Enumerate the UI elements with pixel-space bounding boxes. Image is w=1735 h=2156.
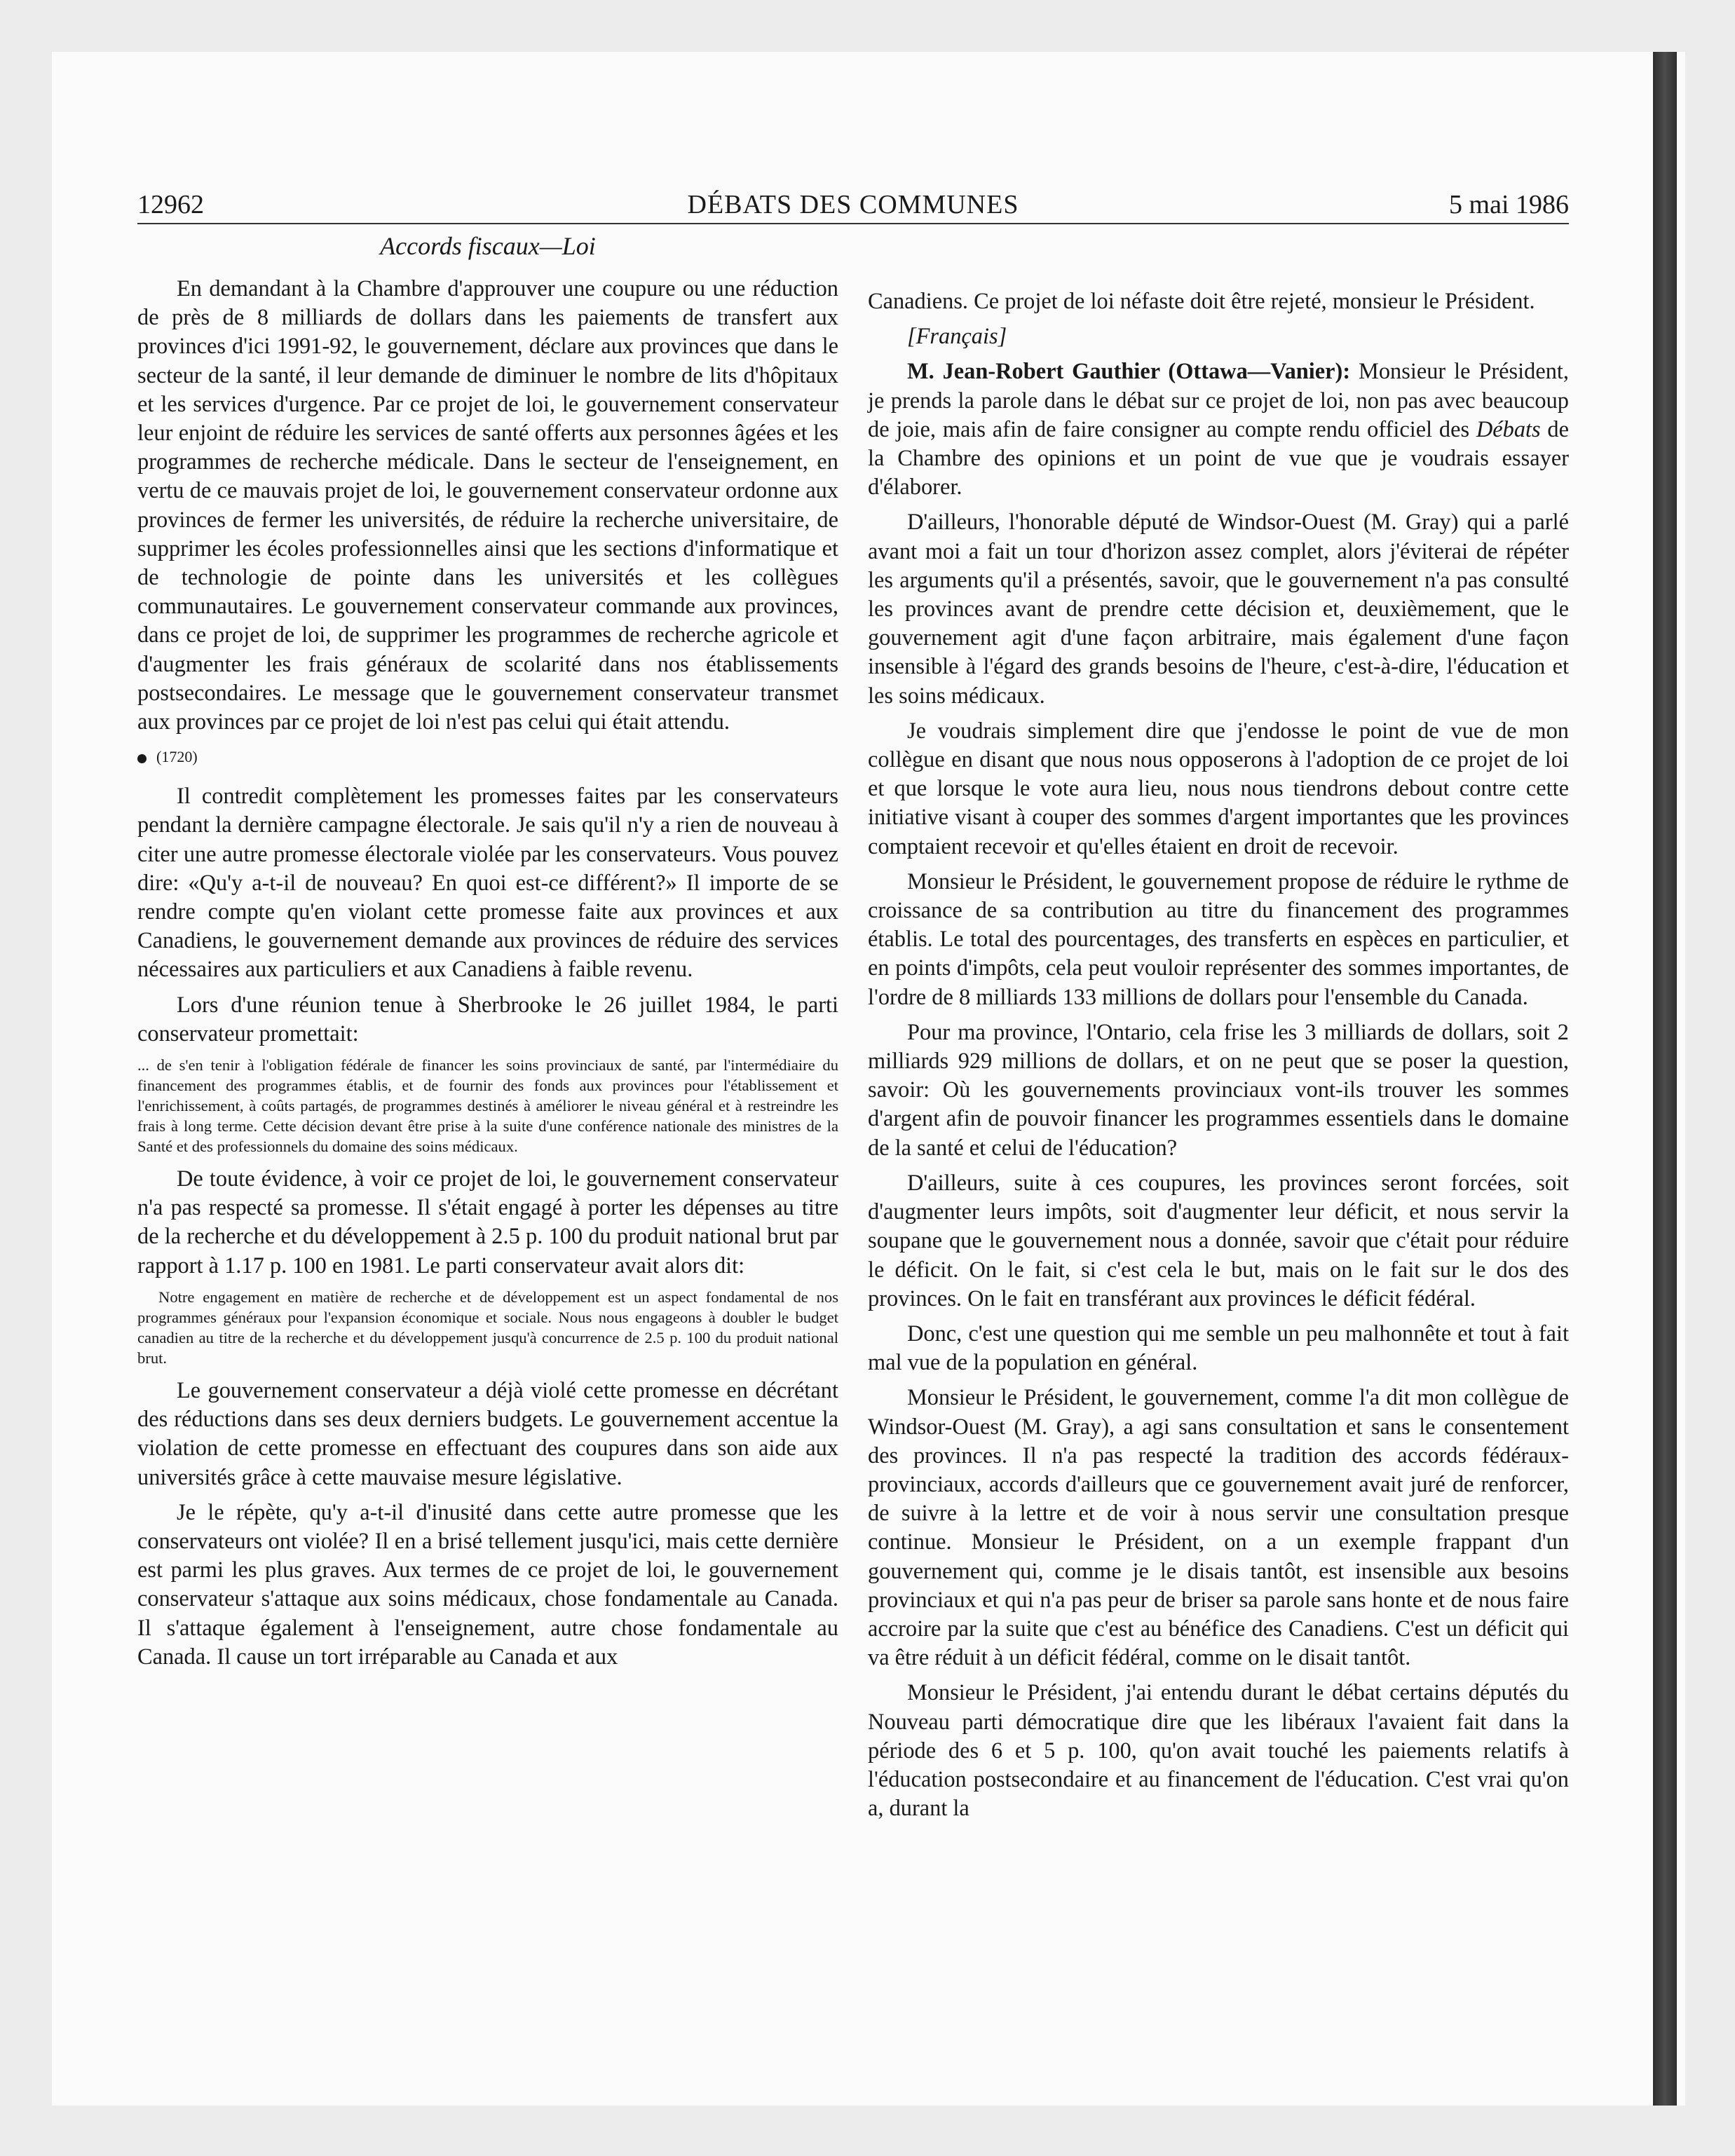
paragraph: De toute évidence, à voir ce projet de loi, le gouvernement conservateur n'a pas respecté sa promesse. Il s'était engagé à porter les dépenses au titre de la recherche et du développement à 2.5 p. 100 du produit national brut par rapport à 1.17 p. 100 en 1981. Le parti conservateur avait alors dit: bbox=[137, 1166, 838, 1278]
running-header bbox=[137, 181, 1569, 224]
right-column bbox=[868, 287, 1569, 1829]
issue-date: 5 mai 1986 bbox=[1449, 190, 1569, 219]
paragraph: En demandant à la Chambre d'approuver une coupure ou une réduction de près de 8 milliards de dollars dans les paiements de transfert aux provinces d'ici 1991-92, le gouvernement, déclare aux provinces que dans le secteur de la santé, il leur demande de diminuer le nombre de lits d'hôpitaux et les services d'urgence. Par ce projet de loi, le gouvernement conservateur leur enjoint de réduire les services de santé offerts aux personnes âgées et les programmes de recherche médicale. Dans le secteur de l'enseignement, en vertu de ce mauvais projet de loi, le gouvernement conservateur ordonne aux provinces de fermer les universités, de réduire la recherche universitaire, de supprimer les écoles professionnelles ainsi que les sections d'informatique et de technologie de pointe dans les universités et les collègues communautaires. Le gouvernement conservateur commande aux provinces, dans ce projet de loi, de supprimer les programmes de recherche agricole et d'augmenter les frais généraux de scolarité dans nos établissements postsecondaires. Le message que le gouvernement conservateur transmet aux provinces par ce projet de loi n'est pas celui qui était attendu. bbox=[137, 276, 838, 735]
emphasis: Débats bbox=[1476, 416, 1541, 442]
block-quote: Notre engagement en matière de recherche et de développement est un aspect fondamental de nos programmes généraux pour l'expansion économique et sociale. Nous nous engageons à doubler le budget canadien au titre de la recherche et du développement jusqu'à concurrence de 2.5 p. 100 du produit national brut. bbox=[137, 1288, 838, 1367]
speech-paragraph bbox=[868, 357, 1569, 502]
speech-text: de la Chambre des opinions et un point de vue que je voudrais essayer d'élaborer. bbox=[868, 416, 1569, 500]
paragraph: Le gouvernement conservateur a déjà violé cette promesse en décrétant des réductions dans ses deux derniers budgets. Le gouvernement accentue la violation de cette promesse en effectuant des coupures dans son aide aux universités grâce à cette mauvaise mesure législative. bbox=[137, 1377, 838, 1490]
paragraph: Pour ma province, l'Ontario, cela frise les 3 milliards de dollars, soit 2 milliards 929 millions de dollars, et on ne peut que se poser la question, savoir: Où les gouvernements provinciaux vont-ils trouver les sommes d'argent afin de pouvoir financer les programmes essentiels dans le domaine de la santé et celui de l'éducation? bbox=[868, 1019, 1569, 1161]
paragraph: Il contredit complètement les promesses faites par les conservateurs pendant la dernière campagne électorale. Je sais qu'il n'y a rien de nouveau à citer une autre promesse électorale violée par les conservateurs. Vous pouvez dire: «Qu'y a-t-il de nouveau? En quoi est-ce différent?» Il importe de se rendre compte qu'en violant cette promesse faite aux provinces et aux Canadiens, le gouvernement demande aux provinces de réduire des services nécessaires aux particuliers et aux Canadiens à faible revenu. bbox=[137, 784, 838, 983]
paragraph: D'ailleurs, l'honorable député de Windsor-Ouest (M. Gray) qui a parlé avant moi a fait un tour d'horizon assez complet, alors j'éviterai de répéter les arguments qu'il a présentés, savoir, que le gouvernement n'a pas consulté les provinces avant de prendre cette décision et, deuxièmement, que le gouvernement agit d'une façon arbitraire, mais également d'une façon insensible à l'égard des grands besoins de l'heure, c'est-à-dire, l'éducation et les soins médicaux. bbox=[868, 510, 1569, 709]
time-marker-text: (1720) bbox=[156, 748, 198, 766]
paragraph: Canadiens. Ce projet de loi néfaste doit être rejeté, monsieur le Président. bbox=[868, 289, 1535, 314]
speech-text: Monsieur le Président, je prends la parole dans le débat sur ce projet de loi, non pas avec beaucoup de joie, mais afin de faire consigner au compte rendu officiel des bbox=[868, 359, 1569, 442]
paragraph: Monsieur le Président, le gouvernement, comme l'a dit mon collègue de Windsor-Ouest (M. Gray), a agi sans consultation et sans le consentement des provinces. Il n'a pas respecté la tradition des accords fédéraux-provinciaux, accords d'ailleurs que ce gouvernement avait juré de renforcer, de suivre à la lettre et de voir à nous servir une consultation presque continue. Monsieur le Président, on a un exemple frappant d'un gouvernement qui, comme je le disais tantôt, est insensible aux besoins provinciaux et qui n'a pas peur de briser sa parole sans honte et de nous faire accroire par la suite que c'est au bénéfice des Canadiens. C'est un déficit qui va être réduit à un déficit fédéral, comme on le disait tantôt. bbox=[868, 1385, 1569, 1671]
paragraph: Je le répète, qu'y a-t-il d'inusité dans cette autre promesse que les conservateurs ont violée? Il en a brisé tellement jusqu'ici, mais cette dernière est parmi les plus graves. Aux termes de ce projet de loi, le gouvernement conservateur s'attaque aux soins médicaux, chose fondamentale au Canada. Il s'attaque également à l'enseignement, autre chose fondamentale au Canada. Il cause un tort irréparable au Canada et aux bbox=[137, 1499, 838, 1670]
time-marker bbox=[137, 743, 838, 771]
page-number: 12962 bbox=[137, 190, 204, 219]
bullet-icon bbox=[137, 754, 147, 763]
paragraph: Monsieur le Président, j'ai entendu durant le débat certains députés du Nouveau parti démocratique dire que les libéraux l'avaient fait dans la période des 6 et 5 p. 100, qu'on avait touché les paiements relatifs à l'éducation postsecondaire et au financement de l'éducation. C'est vrai qu'on a, durant la bbox=[868, 1680, 1569, 1822]
paragraph: D'ailleurs, suite à ces coupures, les provinces seront forcées, soit d'augmenter leurs impôts, soit d'augmenter leur déficit, et nous servir la soupane que le gouvernement nous a donnée, savoir que c'était pour réduire le déficit. On le fait, si c'est cela le but, mais on le fait sur le dos des provinces. On le fait en transférant aux provinces le déficit fédéral. bbox=[868, 1170, 1569, 1311]
left-column bbox=[137, 275, 838, 1678]
speaker-name: M. Jean-Robert Gauthier (Ottawa—Vanier): bbox=[907, 359, 1351, 385]
language-tag: [Français] bbox=[907, 324, 1007, 350]
page-binding-edge bbox=[1653, 52, 1677, 2106]
section-title: Accords fiscaux—Loi bbox=[380, 232, 596, 260]
paragraph: Je voudrais simplement dire que j'endosse le point de vue de mon collègue en disant que nous nous opposerons à l'adoption de ce projet de loi et que lorsque le vote aura lieu, nous nous tiendrons debout contre cette initiative visant à couper des sommes d'argent importantes que les provinces comptaient recevoir et qu'elles étaient en droit de recevoir. bbox=[868, 718, 1569, 859]
paragraph: Lors d'une réunion tenue à Sherbrooke le 26 juillet 1984, le parti conservateur promettait: bbox=[137, 992, 838, 1046]
paragraph: Donc, c'est une question qui me semble un peu malhonnête et tout à fait mal vue de la population en général. bbox=[868, 1321, 1569, 1376]
block-quote: ... de s'en tenir à l'obligation fédérale de financer les soins provinciaux de santé, par l'intermédiaire du financement des programmes établis, et de fournir des fonds aux provinces pour l'établissement et l'enrichissement, à coûts partagés, de programmes destinés à améliorer le niveau général et à restreindre les frais à long terme. Cette décision devant être prise à la suite d'une conférence nationale des ministres de la Santé et des professionnels du domaine des soins médicaux. bbox=[137, 1056, 838, 1156]
paragraph: Monsieur le Président, le gouvernement propose de réduire le rythme de croissance de sa contribution au titre du financement des programmes établis. Le total des pourcentages, des transferts en espèces en particulier, et en points d'impôts, cela peut vouloir représenter des sommes importantes, de l'ordre de 8 milliards 133 millions de dollars pour l'ensemble du Canada. bbox=[868, 868, 1569, 1010]
publication-title: DÉBATS DES COMMUNES bbox=[687, 190, 1019, 219]
